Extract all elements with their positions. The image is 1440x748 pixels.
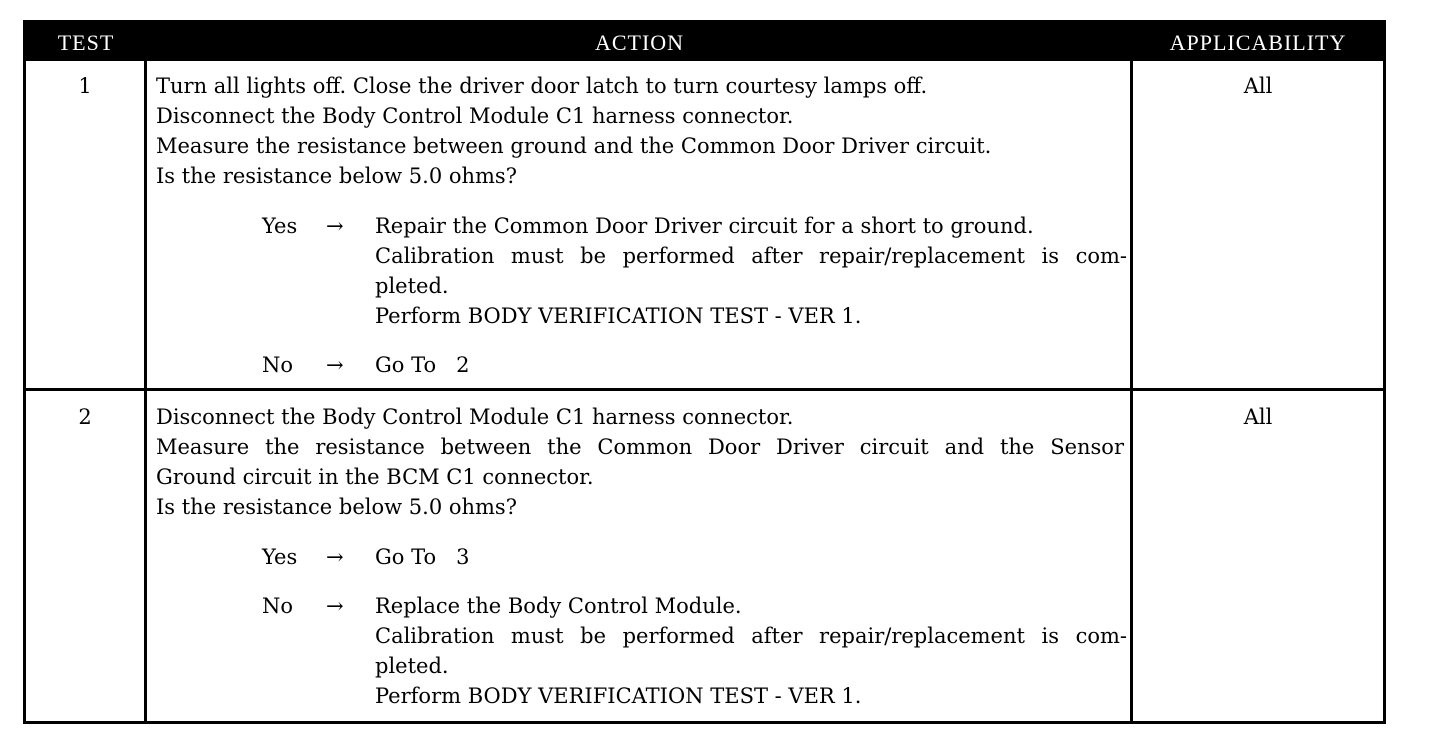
instruction-line: Is the resistance below 5.0 ohms? bbox=[156, 495, 517, 519]
test-number: 2 bbox=[78, 405, 92, 429]
header-test: TEST bbox=[57, 30, 115, 55]
diagnostic-table bbox=[23, 20, 1386, 724]
no-label: No bbox=[262, 594, 294, 618]
row-1-instructions bbox=[156, 71, 991, 191]
test-number: 1 bbox=[78, 74, 92, 98]
instruction-line: Is the resistance below 5.0 ohms? bbox=[156, 164, 517, 188]
outcome-line: Perform BODY VERIFICATION TEST - VER 1. bbox=[375, 684, 862, 708]
header-applicability: APPLICABILITY bbox=[1169, 30, 1347, 55]
table-header bbox=[26, 23, 1383, 61]
instruction-line: Measure the resistance between the Common Door Driver circuit and the Sensor bbox=[156, 435, 1124, 459]
outcome-line: Replace the Body Control Module. bbox=[375, 594, 742, 618]
instruction-line: Disconnect the Body Control Module C1 harness connector. bbox=[156, 405, 794, 429]
outcome-line: Perform BODY VERIFICATION TEST - VER 1. bbox=[375, 304, 862, 328]
outcome-line: Calibration must be performed after repair/replacement is com- bbox=[375, 244, 1127, 268]
column-divider-applicability bbox=[1130, 61, 1133, 724]
row-2-instructions bbox=[156, 402, 1124, 522]
row-1-yes-response bbox=[262, 211, 1127, 331]
right-arrow-icon: → bbox=[326, 545, 344, 569]
yes-label: Yes bbox=[262, 214, 298, 238]
row-2-yes-response bbox=[262, 542, 1122, 572]
yes-outcome: Go To 3 bbox=[375, 545, 470, 569]
applicability-value: All bbox=[1243, 74, 1273, 98]
outcome-line: pleted. bbox=[375, 654, 449, 678]
outcome-line: pleted. bbox=[375, 274, 449, 298]
instruction-line: Disconnect the Body Control Module C1 harness connector. bbox=[156, 104, 794, 128]
outcome-line: Repair the Common Door Driver circuit for a short to ground. bbox=[375, 214, 1034, 238]
no-outcome: Go To 2 bbox=[375, 353, 470, 377]
outcome-line: Calibration must be performed after repair/replacement is com- bbox=[375, 624, 1127, 648]
right-arrow-icon: → bbox=[326, 214, 344, 238]
row-2-no-response bbox=[262, 591, 1127, 711]
no-label: No bbox=[262, 353, 294, 377]
row-1-no-response bbox=[262, 350, 1122, 380]
column-divider-test bbox=[144, 61, 147, 724]
instruction-line: Measure the resistance between ground and the Common Door Driver circuit. bbox=[156, 134, 992, 158]
header-action: ACTION bbox=[594, 30, 685, 55]
instruction-line: Ground circuit in the BCM C1 connector. bbox=[156, 465, 594, 489]
instruction-line: Turn all lights off. Close the driver door latch to turn courtesy lamps off. bbox=[156, 74, 928, 98]
row-divider bbox=[26, 388, 1383, 391]
yes-label: Yes bbox=[262, 545, 298, 569]
right-arrow-icon: → bbox=[326, 594, 344, 618]
yes-outcome bbox=[375, 211, 1127, 331]
right-arrow-icon: → bbox=[326, 353, 344, 377]
no-outcome bbox=[375, 591, 1127, 711]
applicability-value: All bbox=[1243, 405, 1273, 429]
